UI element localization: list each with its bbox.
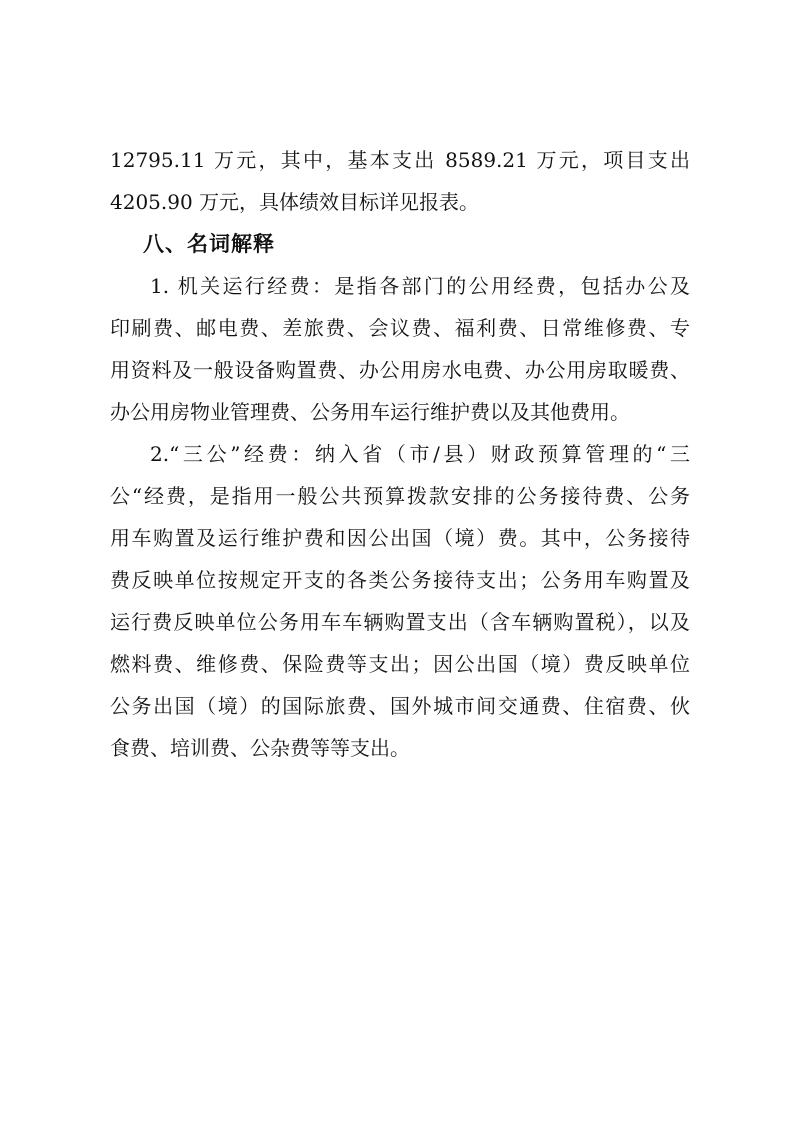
item2-line-4: 费反映单位按规定开支的各类公务接待支出；公务用车购置及 (110, 568, 690, 592)
item2-line-2: 公“经费，是指用一般公共预算拨款安排的公务接待费、公务 (110, 484, 690, 508)
item1-line-2: 印刷费、邮电费、差旅费、会议费、福利费、日常维修费、专 (110, 316, 690, 340)
item2-line-8: 食费、培训费、公杂费等等支出。 (110, 736, 410, 760)
intro-line-1: 12795.11 万元，其中，基本支出 8589.21 万元，项目支出 (110, 148, 690, 172)
item2-line-6: 燃料费、维修费、保险费等支出；因公出国（境）费反映单位 (110, 652, 690, 676)
item1-line-1: 1. 机关运行经费：是指各部门的公用经费，包括办公及 (150, 274, 690, 298)
item2-line-1: 2.“三公”经费：纳入省（市/县）财政预算管理的“三 (150, 442, 690, 466)
item2-line-7: 公务出国（境）的国际旅费、国外城市间交通费、住宿费、伙 (110, 694, 690, 718)
item2-line-5: 运行费反映单位公务用车车辆购置支出（含车辆购置税），以及 (110, 610, 690, 634)
section-heading: 八、名词解释 (143, 232, 275, 256)
item1-line-3: 用资料及一般设备购置费、办公用房水电费、办公用房取暖费、 (110, 358, 690, 382)
item1-line-4: 办公用房物业管理费、公务用车运行维护费以及其他费用。 (110, 400, 630, 424)
intro-line-2: 4205.90 万元，具体绩效目标详见报表。 (110, 190, 480, 214)
item2-line-3: 用车购置及运行维护费和因公出国（境）费。其中，公务接待 (110, 526, 690, 550)
